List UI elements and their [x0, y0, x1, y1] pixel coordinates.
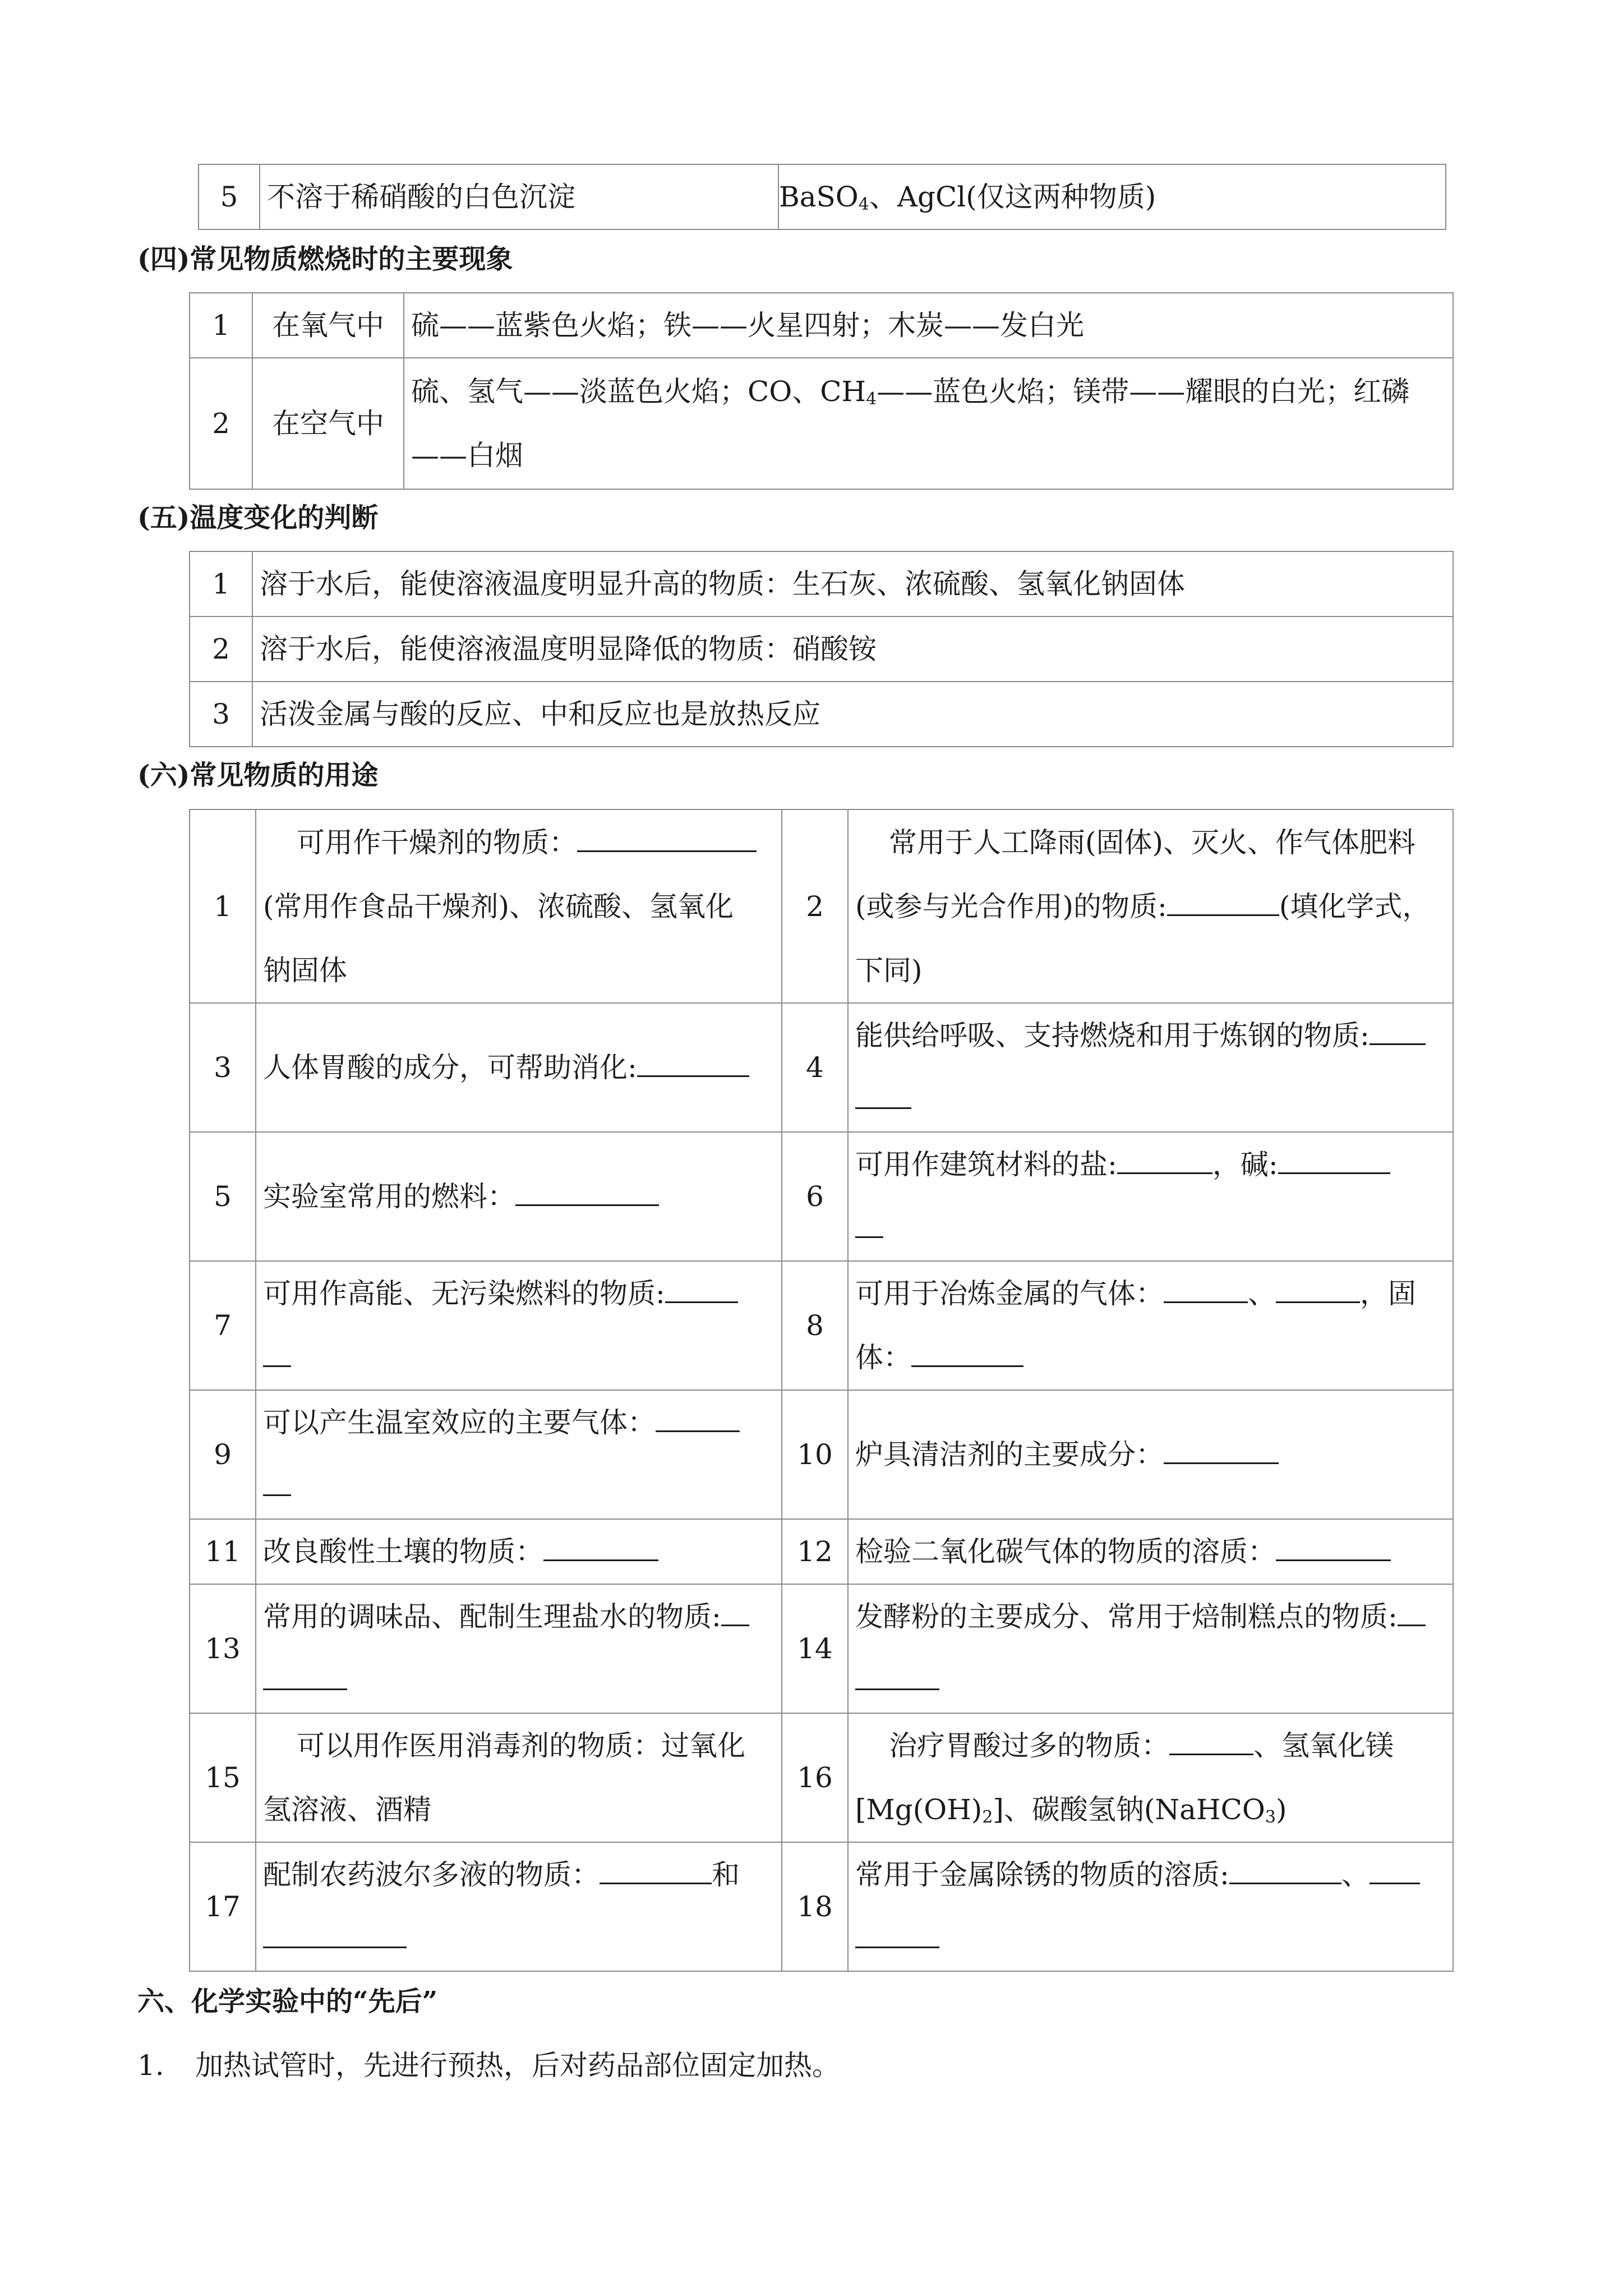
use-cell: 可用于冶炼金属的气体： 、 ，固 体： — [848, 1261, 1453, 1390]
answer-blank[interactable] — [263, 1666, 347, 1690]
row-number: 2 — [190, 616, 252, 682]
item-number: 15 — [190, 1713, 256, 1842]
answer-blank[interactable] — [263, 1472, 291, 1496]
item-number: 2 — [782, 809, 848, 1003]
table-row — [190, 1842, 1453, 1971]
use-cell: 能供给呼吸、支持燃烧和用于炼钢的物质: — [848, 1003, 1453, 1132]
use-cell: 实验室常用的燃料： — [256, 1132, 782, 1261]
answer-blank[interactable] — [1398, 1602, 1426, 1626]
list-item-number: 1. — [137, 2049, 164, 2082]
row-phenomena: 硫——蓝紫色火焰；铁——火星四射；木炭——发白光 — [404, 293, 1453, 358]
answer-blank[interactable] — [721, 1602, 749, 1626]
row-environment: 在氧气中 — [252, 293, 404, 358]
answer-blank[interactable] — [1370, 1860, 1420, 1884]
answer-blank[interactable] — [515, 1182, 659, 1206]
answer-blank[interactable] — [1117, 1150, 1212, 1174]
answer-blank[interactable] — [1167, 892, 1279, 916]
section-heading-experiment-order: 六、化学实验中的“先后” — [137, 1986, 438, 2017]
use-cell: 可用作建筑材料的盐: ，碱: — [848, 1132, 1453, 1261]
item-number: 8 — [782, 1261, 848, 1390]
item-number: 13 — [190, 1584, 256, 1713]
row-text: 活泼金属与酸的反应、中和反应也是放热反应 — [252, 682, 1453, 747]
row-number: 1 — [190, 293, 252, 358]
use-cell: 常用于金属除锈的物质的溶质: 、 — [848, 1842, 1453, 1971]
answer-blank[interactable] — [637, 1053, 749, 1077]
table-row — [190, 1713, 1453, 1842]
answer-blank[interactable] — [656, 1408, 740, 1432]
item-number: 4 — [782, 1003, 848, 1132]
answer-blank[interactable] — [665, 1279, 738, 1303]
answer-blank[interactable] — [263, 1924, 407, 1948]
answer-blank[interactable] — [1278, 1150, 1390, 1174]
use-cell: 可以用作医用消毒剂的物质：过氧化 氢溶液、酒精 — [256, 1713, 782, 1842]
use-cell: 可用作高能、无污染燃料的物质: — [256, 1261, 782, 1390]
table-row — [190, 1261, 1453, 1390]
row-number: 2 — [190, 358, 252, 489]
table-row — [190, 1584, 1453, 1713]
answer-blank[interactable] — [855, 1085, 911, 1109]
table-row — [190, 809, 1453, 1003]
use-cell: 配制农药波尔多液的物质： 和 — [256, 1842, 782, 1971]
answer-blank[interactable] — [1276, 1537, 1391, 1561]
table-row — [199, 164, 1446, 229]
row-answer: BaSO$_4$、AgCl(仅这两种物质) — [778, 164, 1446, 229]
use-cell: 治疗胃酸过多的物质： 、氢氧化镁 $[Mg(OH)_2]$、碳酸氢钠(NaHCO$_3$) — [848, 1713, 1453, 1842]
list-item-text: 加热试管时，先进行预热，后对药品部位固定加热。 — [195, 2049, 840, 2082]
use-cell: 常用于人工降雨(固体)、灭火、作气体肥料 (或参与光合作用)的物质: (填化学式， 下同) — [848, 809, 1453, 1003]
answer-blank[interactable] — [1229, 1860, 1341, 1884]
table-row — [190, 293, 1453, 358]
answer-blank[interactable] — [1169, 1731, 1253, 1755]
item-number: 11 — [190, 1519, 256, 1584]
temperature-table — [189, 551, 1454, 747]
use-cell: 改良酸性土壤的物质： — [256, 1519, 782, 1584]
use-cell: 炉具清洁剂的主要成分： — [848, 1390, 1453, 1519]
answer-blank[interactable] — [1370, 1021, 1426, 1045]
use-cell: 可用作干燥剂的物质： (常用作食品干燥剂)、浓硫酸、氢氧化 钠固体 — [256, 809, 782, 1003]
table-row — [190, 358, 1453, 489]
table-row — [190, 682, 1453, 747]
row-description: 不溶于稀硝酸的白色沉淀 — [260, 164, 778, 229]
answer-blank[interactable] — [1164, 1440, 1279, 1464]
row-phenomena: 硫、氢气——淡蓝色火焰；CO、$CH_4——$蓝色火焰；镁带——耀眼的白光；红磷 ——白烟 — [404, 358, 1453, 489]
uses-table — [189, 809, 1454, 1972]
combustion-table — [189, 292, 1454, 490]
row-number: 5 — [199, 164, 260, 229]
use-cell: 常用的调味品、配制生理盐水的物质: — [256, 1584, 782, 1713]
row-text: 溶于水后，能使溶液温度明显升高的物质：生石灰、浓硫酸、氢氧化钠固体 — [252, 551, 1453, 616]
precipitate-table — [198, 164, 1446, 230]
answer-blank[interactable] — [577, 828, 757, 852]
item-number: 10 — [782, 1390, 848, 1519]
item-number: 16 — [782, 1713, 848, 1842]
table-row — [190, 1003, 1453, 1132]
answer-blank[interactable] — [600, 1860, 712, 1884]
item-number: 6 — [782, 1132, 848, 1261]
answer-blank[interactable] — [855, 1666, 939, 1690]
item-number: 3 — [190, 1003, 256, 1132]
item-number: 7 — [190, 1261, 256, 1390]
use-cell: 检验二氧化碳气体的物质的溶质： — [848, 1519, 1453, 1584]
row-number: 1 — [190, 551, 252, 616]
section-heading-uses: (六)常见物质的用途 — [137, 760, 379, 791]
use-cell: 可以产生温室效应的主要气体： — [256, 1390, 782, 1519]
answer-blank[interactable] — [1276, 1279, 1360, 1303]
use-cell: 人体胃酸的成分，可帮助消化: — [256, 1003, 782, 1132]
answer-blank[interactable] — [263, 1343, 291, 1367]
answer-blank[interactable] — [855, 1214, 883, 1238]
row-environment: 在空气中 — [252, 358, 404, 489]
item-number: 17 — [190, 1842, 256, 1971]
table-row — [190, 1519, 1453, 1584]
row-text: 溶于水后，能使溶液温度明显降低的物质：硝酸铵 — [252, 616, 1453, 682]
item-number: 18 — [782, 1842, 848, 1971]
answer-blank[interactable] — [911, 1343, 1023, 1367]
item-number: 5 — [190, 1132, 256, 1261]
section-heading-temperature: (五)温度变化的判断 — [137, 502, 379, 533]
table-row — [190, 1132, 1453, 1261]
item-number: 12 — [782, 1519, 848, 1584]
table-row — [190, 616, 1453, 682]
item-number: 14 — [782, 1584, 848, 1713]
table-row — [190, 1390, 1453, 1519]
row-number: 3 — [190, 682, 252, 747]
section-heading-combustion: (四)常见物质燃烧时的主要现象 — [137, 243, 513, 275]
answer-blank[interactable] — [855, 1924, 939, 1948]
answer-blank[interactable] — [1164, 1279, 1248, 1303]
item-number: 1 — [190, 809, 256, 1003]
use-cell: 发酵粉的主要成分、常用于焙制糕点的物质: — [848, 1584, 1453, 1713]
item-number: 9 — [190, 1390, 256, 1519]
table-row — [190, 551, 1453, 616]
answer-blank[interactable] — [543, 1537, 658, 1561]
